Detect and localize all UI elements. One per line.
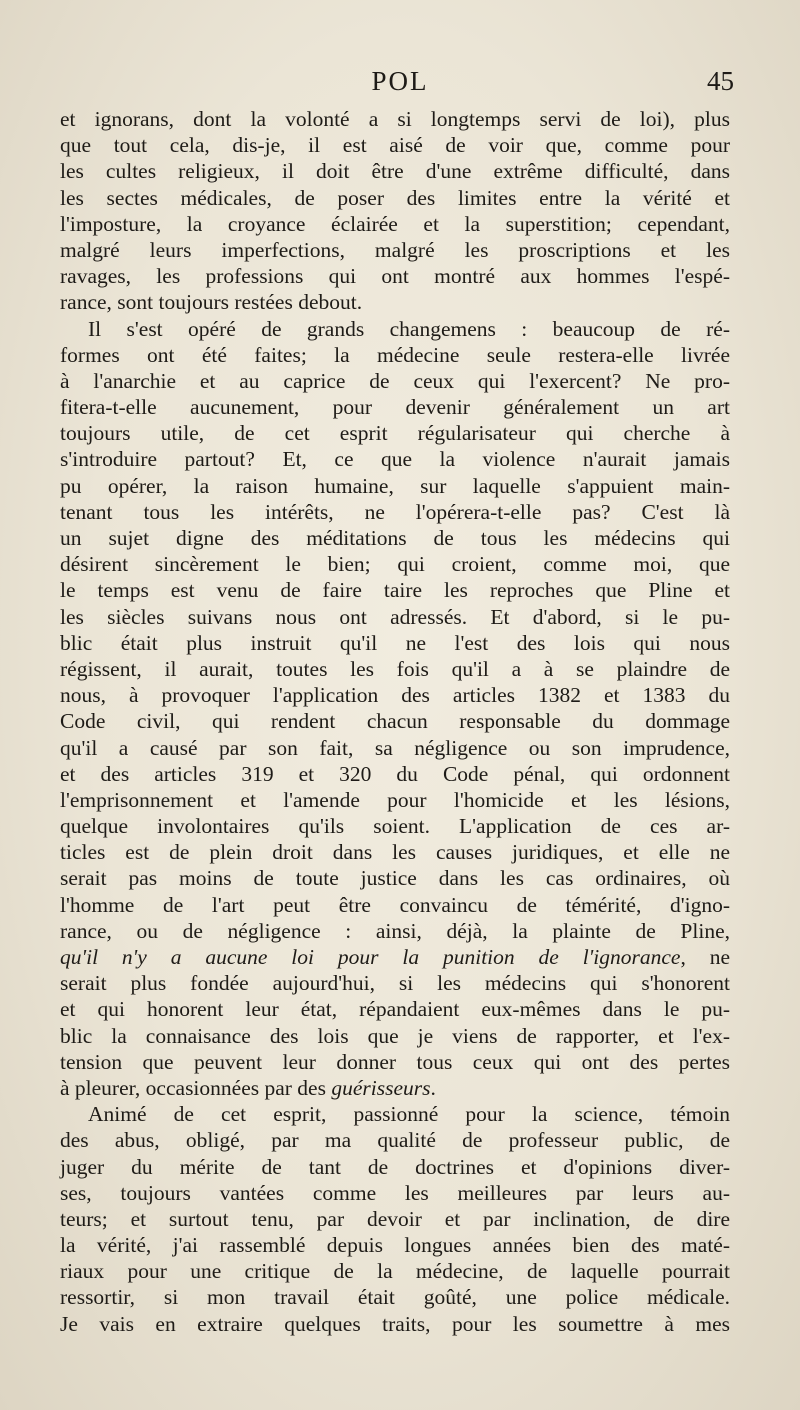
pliny-quote-italic: qu'il n'y a aucune loi pour la punition de l'ignorance	[60, 945, 681, 969]
text-line: malgré leurs imperfections, malgré les proscriptions et les	[60, 237, 730, 262]
text-line: l'imposture, la croyance éclairée et la superstition; cependant,	[60, 211, 730, 236]
text-line: pu opérer, la raison humaine, sur laquelle s'appuient main-	[60, 473, 730, 498]
text-fragment: , ne	[680, 945, 730, 969]
paragraph-last-line: rance, sont toujours restées debout.	[60, 290, 363, 315]
text-line: nous, à provoquer l'application des articles 1382 et 1383 du	[60, 683, 730, 708]
text-fragment: à pleurer, occasionnées par des	[60, 1075, 332, 1100]
text-line: la vérité, j'ai rassemblé depuis longues années bien des maté-	[60, 1233, 730, 1258]
text-line: ressortir, si mon travail était goûté, une police médicale.	[60, 1285, 730, 1310]
text-line: régissent, il aurait, toutes les fois qu'il a à se plaindre de	[60, 656, 730, 681]
text-line: s'introduire partout? Et, ce que la violence n'aurait jamais	[60, 447, 730, 472]
italic-word: guérisseurs	[331, 1075, 431, 1100]
text-line: que tout cela, dis-je, il est aisé de voir que, comme pour	[60, 133, 730, 158]
text-line: l'emprisonnement et l'amende pour l'homicide et les lésions,	[60, 787, 730, 812]
text-line: rance, ou de négligence : ainsi, déjà, la plainte de Pline,	[60, 918, 730, 943]
text-line: des abus, obligé, par ma qualité de professeur public, de	[60, 1128, 730, 1153]
text-line: le temps est venu de faire taire les reproches que Pline et	[60, 578, 730, 603]
text-line: teurs; et surtout tenu, par devoir et par inclination, de dire	[60, 1206, 730, 1231]
text-line: serait pas moins de toute justice dans les cas ordinaires, où	[60, 866, 730, 891]
text-line: blic la connaisance des lois que je viens de rapporter, et l'ex-	[60, 1023, 730, 1048]
text-line: l'homme de l'art peut être convaincu de témérité, d'igno-	[60, 892, 730, 917]
text-line: ses, toujours vantées comme les meilleures par leurs au-	[60, 1180, 730, 1205]
text-line: un sujet digne des méditations de tous les médecins qui	[60, 526, 730, 550]
text-line-with-italic-quote	[60, 944, 730, 970]
page-number: 45	[707, 66, 734, 96]
text-line: qu'il a causé par son fait, sa négligence ou son imprudence,	[60, 735, 730, 760]
text-line: les siècles suivans nous ont adressés. Et d'abord, si le pu-	[60, 604, 730, 629]
text-line: juger du mérite de tant de doctrines et d'opinions diver-	[60, 1154, 730, 1179]
text-line: désirent sincèrement le bien; qui croient, comme moi, que	[60, 552, 730, 577]
text-line: blic était plus instruit qu'il ne l'est des lois qui nous	[60, 630, 730, 655]
text-line: les cultes religieux, il doit être d'une extrême difficulté, dans	[60, 159, 730, 184]
text-line: tenant tous les intérêts, ne l'opérera-t-elle pas? C'est là	[60, 499, 730, 524]
paragraph-last-line	[60, 1075, 730, 1101]
text-line: fitera-t-elle aucunement, pour devenir généralement un art	[60, 395, 730, 420]
paragraph-first-line: Il s'est opéré de grands changemens : beaucoup de ré-	[88, 316, 730, 341]
text-line: riaux pour une critique de la médecine, de laquelle pourrait	[60, 1259, 730, 1284]
running-title: POL	[371, 66, 429, 96]
paragraph-first-line: Animé de cet esprit, passionné pour la science, témoin	[88, 1102, 730, 1127]
running-head	[60, 66, 740, 106]
text-line: à l'anarchie et au caprice de ceux qui l'exercent? Ne pro-	[60, 368, 730, 393]
text-line: et des articles 319 et 320 du Code pénal, qui ordonnent	[60, 761, 730, 786]
text-line: les sectes médicales, de poser des limites entre la vérité et	[60, 185, 730, 210]
text-fragment: .	[430, 1075, 436, 1100]
text-line: Code civil, qui rendent chacun responsable du dommage	[60, 709, 730, 734]
body-text	[60, 106, 730, 1337]
text-line: Je vais en extraire quelques traits, pour les soumettre à mes	[60, 1311, 730, 1336]
text-line: et ignorans, dont la volonté a si longtemps servi de loi), plus	[60, 107, 730, 131]
text-line: toujours utile, de cet esprit régularisateur qui cherche à	[60, 421, 730, 446]
text-line: ravages, les professions qui ont montré aux hommes l'espé-	[60, 264, 730, 289]
text-line: et qui honorent leur état, répandaient eux-mêmes dans le pu-	[60, 997, 730, 1022]
text-line: formes ont été faites; la médecine seule restera-elle livrée	[60, 342, 730, 367]
text-line: tension que peuvent leur donner tous ceux qui ont des pertes	[60, 1049, 730, 1074]
text-line: ticles est de plein droit dans les causes juridiques, et elle ne	[60, 840, 730, 865]
text-line: serait plus fondée aujourd'hui, si les médecins qui s'honorent	[60, 971, 730, 996]
text-line: quelque involontaires qu'ils soient. L'application de ces ar-	[60, 814, 730, 839]
